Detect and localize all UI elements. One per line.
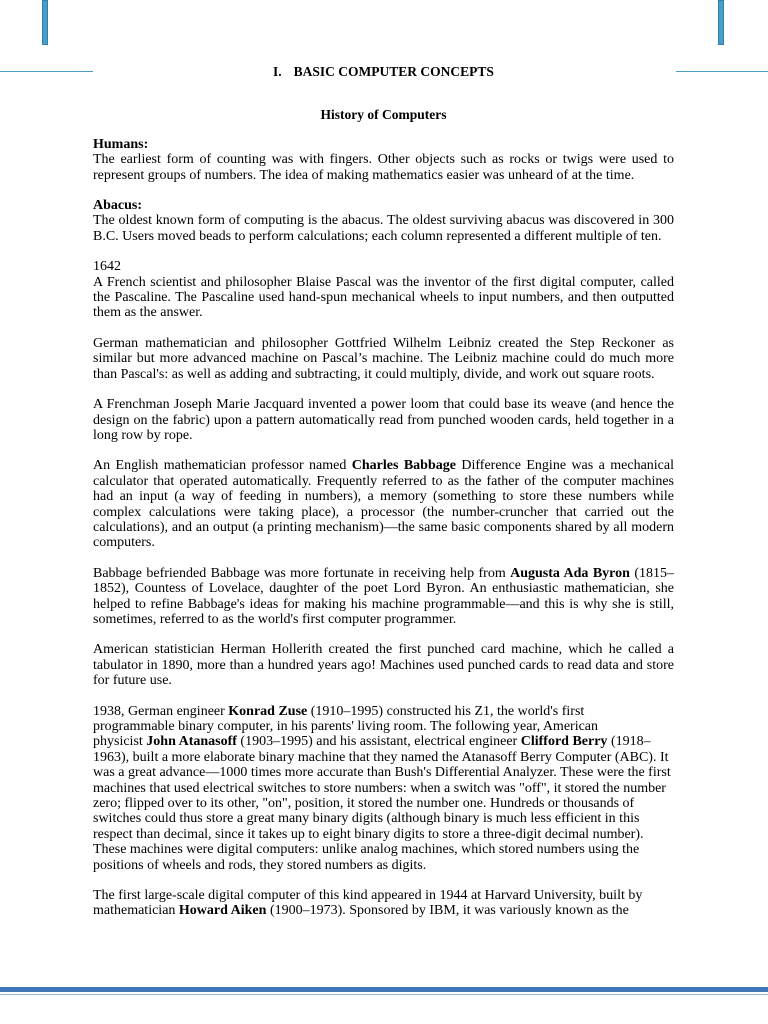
chapter-number: I. bbox=[273, 64, 282, 79]
byron-post: (1815–1852), Countess of Lovelace, daughter of the poet Lord Byron. An enthusiastic mathematician, she helped to refine Babbage's ideas for making his machine programmable—and this is why she is still, sometimes, referred to as the world's first computer programmer. bbox=[93, 565, 674, 627]
header-decoration-right bbox=[718, 0, 724, 45]
zuse-line3-mid: (1903–1995) and his assistant, electrical engineer bbox=[236, 734, 521, 750]
pascal-year: 1642 bbox=[93, 259, 121, 275]
jacquard-paragraph: A Frenchman Joseph Marie Jacquard invented a power loom that could base its weave (and hence the design on the fabric) upon a pattern automatically read from punched wooden cards, held together in a long row by rope. bbox=[93, 397, 674, 443]
aiken-name: Howard Aiken bbox=[178, 903, 267, 919]
babbage-paragraph bbox=[93, 458, 674, 550]
zuse-line-3 bbox=[93, 734, 674, 749]
zuse-rest: 1963), built a more elaborate binary machine that they named the Atanasoff Berry Computer (ABC). It was a great advance—1000 times more accurate than Bush's Differential Analyzer. These were the first machines that used electrical switches to store numbers: when a switch was "off", it stored the number zero; flipped over to its other, "on", position, it stored the number one. Hundreds or thousands of switches could thus store a great many binary digits (although binary is much less efficient in this respect than decimal, since it takes up to eight binary digits to store a three-digit decimal number). These machines were digital computers: unlike analog machines, which stored numbers using the positions of wheels and rods, they stored numbers as digits. bbox=[93, 749, 671, 873]
zuse-paragraph bbox=[93, 704, 674, 873]
chapter-title: BASIC COMPUTER CONCEPTS bbox=[293, 64, 494, 79]
berry-name: Clifford Berry bbox=[520, 734, 608, 750]
byron-paragraph bbox=[93, 566, 674, 628]
pascal-text: A French scientist and philosopher Blaise Pascal was the inventor of the first digital computer, called the Pascaline. The Pascaline used hand-spun mechanical wheels to input numbers, and then outputted them as the answer. bbox=[93, 274, 674, 321]
zuse-line1-pre: 1938, German engineer bbox=[93, 703, 229, 719]
aiken-post: (1900–1973). Sponsored by IBM, it was variously known as the bbox=[266, 903, 629, 919]
aiken-pre: The first large-scale digital computer of this kind appeared in 1944 at Harvard University, built by mathematician bbox=[93, 888, 643, 919]
zuse-line1-post: (1910–1995) constructed his Z1, the world's first bbox=[307, 703, 585, 719]
atanasoff-name: John Atanasoff bbox=[146, 734, 237, 750]
leibniz-paragraph: German mathematician and philosopher Gottfried Wilhelm Leibniz created the Step Reckoner as similar but more advanced machine on Pascal’s machine. The Leibniz machine could do much more than Pascal's: as well as adding and subtracting, it could multiply, divide, and work out square roots. bbox=[93, 335, 674, 382]
zuse-line3-post: (1918– bbox=[607, 734, 651, 750]
zuse-line3-pre: physicist bbox=[93, 734, 147, 750]
zuse-name: Konrad Zuse bbox=[228, 703, 308, 719]
header-rule-right bbox=[676, 71, 768, 72]
zuse-line-1 bbox=[93, 704, 674, 719]
document-body bbox=[93, 64, 674, 919]
abacus-text: The oldest known form of computing is the abacus. The oldest surviving abacus was discovered in 300 B.C. Users moved beads to perform calculations; each column represented a different multiple of ten. bbox=[93, 213, 674, 244]
byron-pre: Babbage befriended Babbage was more fortunate in receiving help from bbox=[93, 565, 511, 581]
footer-rule-thick bbox=[0, 987, 768, 992]
abacus-section bbox=[93, 198, 674, 244]
babbage-name: Charles Babbage bbox=[351, 458, 456, 474]
header-decoration-left bbox=[42, 0, 48, 45]
aiken-paragraph bbox=[93, 888, 674, 919]
abacus-heading: Abacus: bbox=[93, 198, 143, 214]
byron-name: Augusta Ada Byron bbox=[510, 565, 630, 581]
hollerith-paragraph: American statistician Herman Hollerith created the first punched card machine, which he called a tabulator in 1890, more than a hundred years ago! Machines used punched cards to read data and store for future use. bbox=[93, 642, 674, 689]
zuse-line-2: programmable binary computer, in his parents' living room. The following year, American bbox=[93, 719, 599, 734]
section-title: History of Computers bbox=[320, 107, 447, 123]
pascal-section bbox=[93, 259, 674, 321]
header-rule-left bbox=[0, 71, 93, 72]
footer-rule-thin bbox=[0, 994, 768, 995]
chapter-heading bbox=[93, 64, 674, 79]
humans-section bbox=[93, 137, 674, 183]
humans-heading: Humans: bbox=[93, 136, 149, 152]
babbage-pre: An English mathematician professor named bbox=[93, 458, 352, 474]
babbage-post: Difference Engine was a mechanical calculator that operated automatically. Frequently referred to as the father of the computer machines had an input (a way of feeding in numbers), a memory (something to store these numbers while complex calculations were taking place), a processor (the number-cruncher that carried out the calculations), and an output (a printing mechanism)—the same basic components shared by all modern computers. bbox=[93, 458, 674, 551]
humans-text: The earliest form of counting was with fingers. Other objects such as rocks or twigs were used to represent groups of numbers. The idea of making mathematics easier was unheard of at the time. bbox=[93, 152, 674, 183]
